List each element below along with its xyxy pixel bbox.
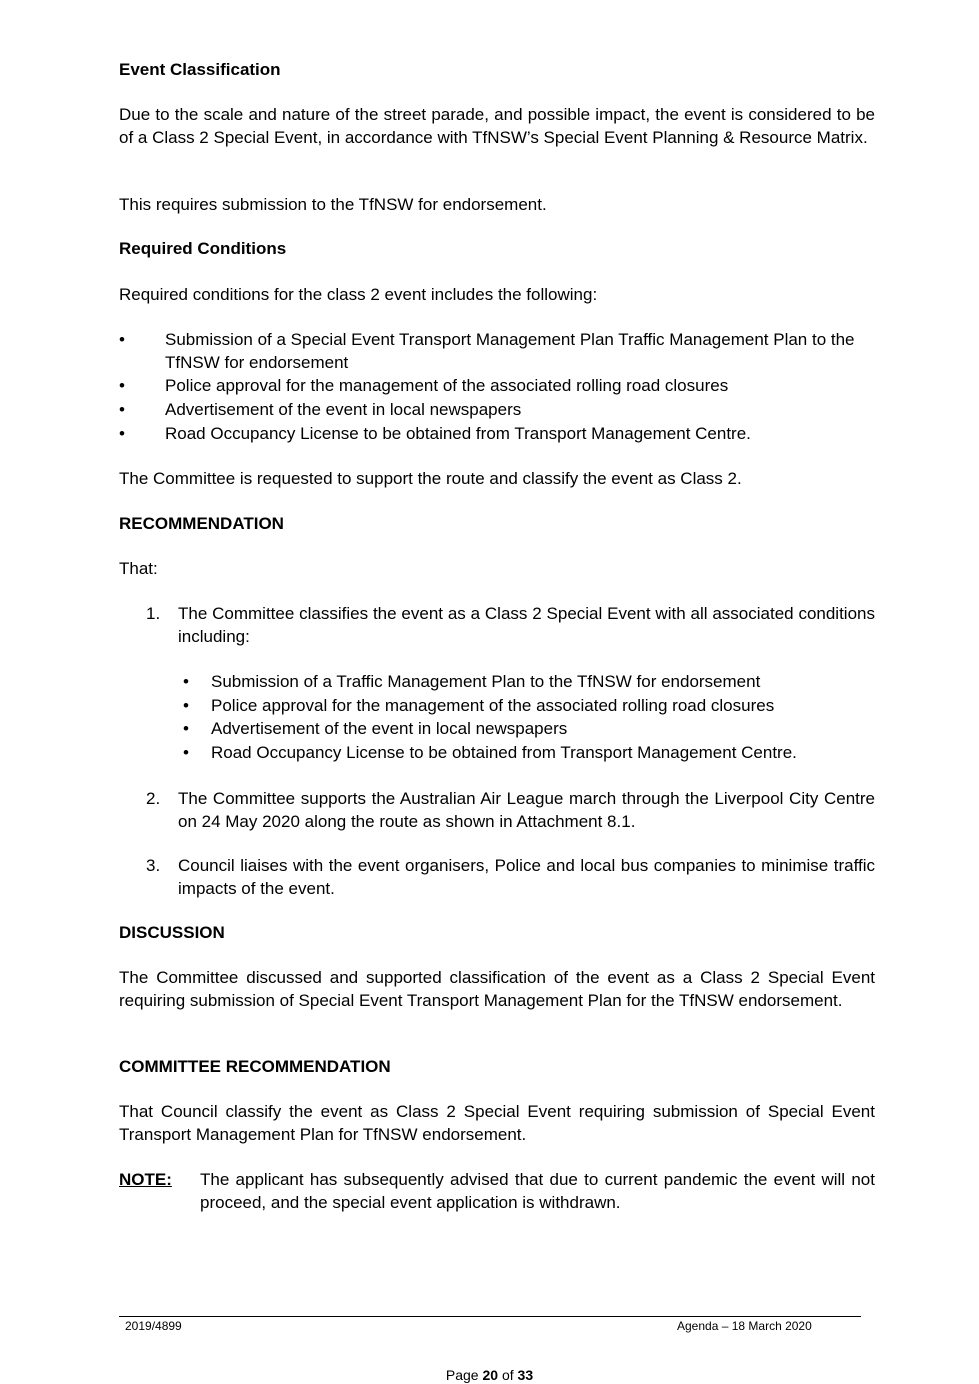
footer-divider xyxy=(119,1316,861,1317)
list-item-text: Road Occupancy License to be obtained from Transport Management Centre. xyxy=(165,424,751,443)
footer-agenda-date: Agenda – 18 March 2020 xyxy=(677,1319,812,1333)
item-text: Council liaises with the event organisers, Police and local bus companies to minimise traffic impacts of the event. xyxy=(178,856,875,898)
bullet-icon: • xyxy=(119,424,125,443)
list-item-text: Police approval for the management of the associated rolling road closures xyxy=(211,696,775,715)
list-item xyxy=(178,741,875,764)
list-item-text: Submission of a Traffic Management Plan to the TfNSW for endorsement xyxy=(211,672,761,691)
list-item xyxy=(119,422,875,445)
footer-file-reference: 2019/4899 xyxy=(125,1319,182,1333)
list-item-text: Road Occupancy License to be obtained from Transport Management Centre. xyxy=(211,743,797,762)
item-number: 2. xyxy=(146,789,161,808)
bullet-icon: • xyxy=(183,672,189,691)
item-number: 1. xyxy=(146,604,161,623)
page-prefix: Page xyxy=(445,1367,479,1383)
page-number xyxy=(0,1366,979,1384)
heading-committee-recommendation: COMMITTEE RECOMMENDATION xyxy=(119,1057,391,1076)
numbered-item xyxy=(146,602,875,648)
paragraph-conditions-closing: The Committee is requested to support the route and classify the event as Class 2. xyxy=(119,469,742,488)
list-item xyxy=(119,328,875,374)
heading-event-classification: Event Classification xyxy=(119,60,281,79)
recommendation-that: That: xyxy=(119,559,158,578)
paragraph-submission-requirement: This requires submission to the TfNSW for endorsement. xyxy=(119,195,547,214)
bullet-icon: • xyxy=(119,376,125,395)
list-item-text: Advertisement of the event in local newspapers xyxy=(211,719,568,738)
paragraph-committee-recommendation: That Council classify the event as Class 2 Special Event requiring submission of Special Event Transport Management Plan for TfNSW endorsement. xyxy=(119,1102,875,1144)
paragraph-event-classification: Due to the scale and nature of the street parade, and possible impact, the event is considered to be of a Class 2 Special Event, in accordance with TfNSW’s Special Event Planning & Resource Matrix. xyxy=(119,105,875,147)
list-item xyxy=(178,694,875,717)
numbered-item xyxy=(146,787,875,833)
bullet-icon: • xyxy=(119,400,125,419)
list-item xyxy=(119,374,875,397)
note-text: The applicant has subsequently advised that due to current pandemic the event will not proceed, and the special event application is withdrawn. xyxy=(200,1170,875,1212)
page-of: of xyxy=(501,1367,514,1383)
item-text: The Committee supports the Australian Air League march through the Liverpool City Centre on 24 May 2020 along the route as shown in Attachment 8.1. xyxy=(178,789,875,831)
list-item-text: Advertisement of the event in local newspapers xyxy=(165,400,522,419)
bullet-icon: • xyxy=(183,743,189,762)
list-item xyxy=(178,717,875,740)
heading-discussion: DISCUSSION xyxy=(119,923,225,942)
item-text: The Committee classifies the event as a Class 2 Special Event with all associated conditions including: xyxy=(178,604,875,646)
note-label: NOTE: xyxy=(119,1170,172,1189)
bullet-icon: • xyxy=(183,719,189,738)
item-number: 3. xyxy=(146,856,161,875)
bullet-icon: • xyxy=(183,696,189,715)
numbered-item xyxy=(146,854,875,900)
heading-required-conditions: Required Conditions xyxy=(119,239,287,258)
paragraph-discussion: The Committee discussed and supported classification of the event as a Class 2 Special Event requiring submission of Special Event Transport Management Plan for the TfNSW endorsement. xyxy=(119,968,875,1010)
page-current: 20 xyxy=(482,1367,499,1383)
note-block xyxy=(119,1168,875,1214)
list-item-text: Police approval for the management of the associated rolling road closures xyxy=(165,376,729,395)
page-total: 33 xyxy=(517,1367,534,1383)
list-item xyxy=(119,398,875,421)
list-item-text: Submission of a Special Event Transport Management Plan Traffic Management Plan to the TfNSW for endorsement xyxy=(165,330,855,372)
list-item xyxy=(178,670,875,693)
paragraph-conditions-intro: Required conditions for the class 2 event includes the following: xyxy=(119,285,598,304)
heading-recommendation: RECOMMENDATION xyxy=(119,514,284,533)
bullet-icon: • xyxy=(119,330,125,349)
